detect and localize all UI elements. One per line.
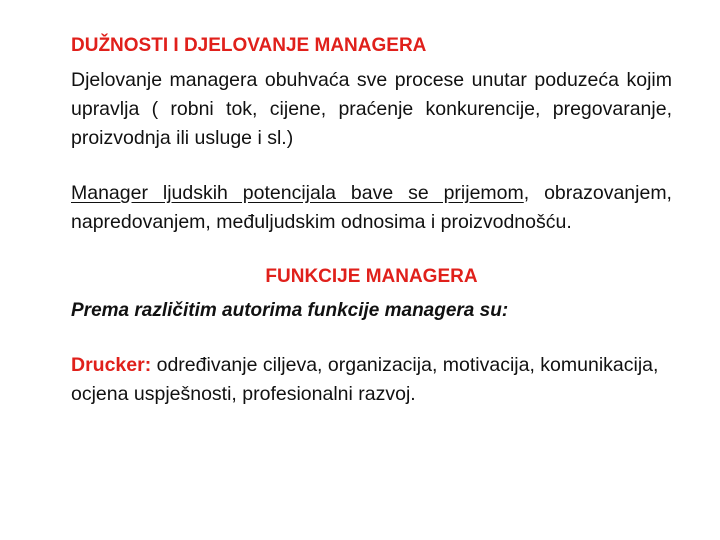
intro-paragraph: Djelovanje managera obuhvaća sve procese unutar poduzeća kojim upravlja ( robni tok, cijene, praćenje konkurencije, pregovaranje, proizvodnja ili usluge i sl.) <box>71 69 672 149</box>
functions-subtitle: Prema različitim autorima funkcije managera su: <box>71 300 509 321</box>
drucker-label: Drucker: <box>71 354 152 376</box>
drucker-text: određivanje ciljeva, organizacija, motivacija, komunikacija, ocjena uspješnosti, profesionalni razvoj. <box>71 354 659 405</box>
section-title-functions: FUNKCIJE MANAGERA <box>265 266 478 287</box>
hr-manager-rest-text: , obrazovanjem, napredovanjem, međuljudskim odnosima i proizvodnošću. <box>71 182 672 233</box>
page-title: DUŽNOSTI I DJELOVANJE MANAGERA <box>71 35 427 56</box>
slide-content <box>71 34 672 409</box>
hr-manager-underlined-text: Manager ljudskih potencijala bave se prijemom <box>71 182 524 204</box>
hr-manager-paragraph <box>71 179 672 237</box>
drucker-paragraph <box>71 351 672 409</box>
